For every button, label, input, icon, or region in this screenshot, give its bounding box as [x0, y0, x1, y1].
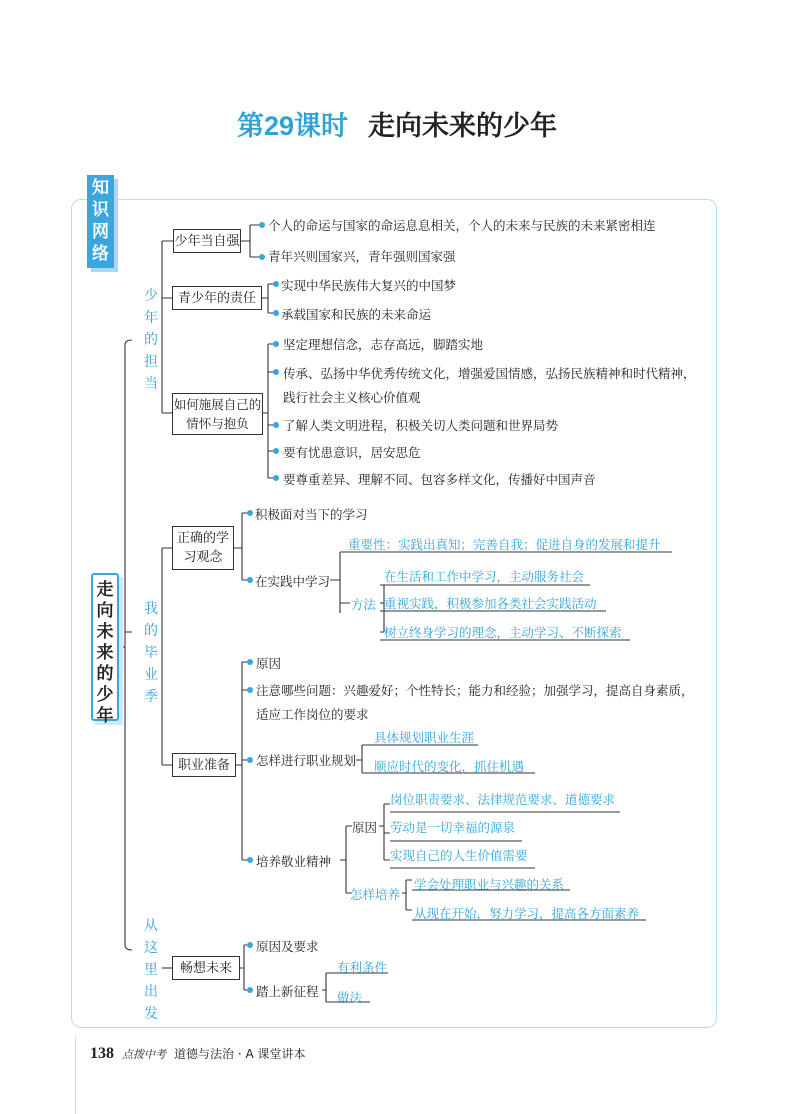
leaf-r1: 实现中华民族伟大复兴的中国梦 — [281, 278, 457, 293]
box-learning-concept: 正确的学习观念 — [172, 526, 234, 570]
leaf-g2a: 重要性：实践出真知；完善自我；促进自身的发展和提升 — [348, 537, 661, 552]
footer — [90, 1045, 305, 1063]
lesson-number: 第29课时 — [236, 111, 349, 141]
page-number: 138 — [90, 1045, 114, 1062]
leaf-q3: 了解人类文明进程，积极关切人类问题和世界局势 — [283, 418, 559, 433]
leaf-g1: 积极面对当下的学习 — [255, 507, 368, 522]
bullet — [247, 757, 253, 763]
leaf-q5: 要尊重差异、理解不同、包容多样文化，传播好中国声音 — [283, 472, 596, 487]
leaf-z1: 个人的命运与国家的命运息息相关，个人的未来与民族的未来紧密相连 — [268, 218, 656, 233]
knowledge-network-tag: 知识网络 — [87, 175, 114, 268]
bullet — [273, 281, 279, 287]
leaf-y4a3: 实现自己的人生价值需要 — [390, 848, 528, 863]
leaf-y4b: 怎样培养 — [350, 887, 401, 902]
leaf-y1: 原因 — [256, 656, 282, 671]
margin-line — [75, 1036, 76, 1114]
leaf-y4b2: 从现在开始，努力学习，提高各方面素养 — [414, 906, 640, 921]
page-title — [0, 104, 794, 143]
leaf-r2: 承载国家和民族的未来命运 — [281, 307, 432, 322]
box-career-prep: 职业准备 — [172, 753, 236, 777]
leaf-w2b: 做法 — [337, 990, 363, 1005]
root-topic: 走向未来的少年 — [91, 573, 119, 721]
leaf-y3b: 顺应时代的变化，抓住机遇 — [374, 759, 525, 774]
bullet — [273, 369, 279, 375]
leaf-q4: 要有忧患意识，居安思危 — [283, 445, 421, 460]
leaf-y4a: 原因 — [352, 820, 378, 835]
leaf-q1: 坚定理想信念，志存高远，脚踏实地 — [283, 337, 484, 352]
leaf-g2b3: 树立终身学习的理念，主动学习、不断探索 — [384, 625, 622, 640]
bullet — [247, 687, 253, 693]
book-title: 道德与法治 · A 课堂讲本 — [174, 1047, 306, 1061]
bullet — [273, 310, 279, 316]
branch-label-3: 从这里出发 — [144, 918, 158, 1022]
brand-logo: 点拨中考 — [122, 1048, 166, 1061]
leaf-g2b: 方法 — [351, 597, 377, 612]
leaf-q2a: 传承、弘扬中华优秀传统文化，增强爱国情感，弘扬民族精神和时代精神， — [283, 366, 696, 381]
bullet — [273, 448, 279, 454]
lesson-title: 走向未来的少年 — [368, 111, 558, 141]
branch-label-1: 少年的担当 — [144, 288, 158, 392]
bullet — [273, 475, 279, 481]
leaf-y3a: 具体规划职业生涯 — [374, 730, 475, 745]
box-ambition: 如何施展自己的情怀与抱负 — [172, 393, 263, 435]
leaf-y2b: 适应工作岗位的要求 — [256, 707, 369, 722]
branch-label-2: 我的毕业季 — [144, 601, 158, 705]
box-youth-responsibility: 青少年的责任 — [172, 286, 262, 310]
bullet — [273, 422, 279, 428]
bullet — [247, 857, 253, 863]
box-future: 畅想未来 — [172, 956, 240, 980]
leaf-y4a1: 岗位职责要求、法律规范要求、道德要求 — [390, 792, 616, 807]
bullet — [247, 510, 253, 516]
leaf-w2: 踏上新征程 — [256, 984, 319, 999]
leaf-g2b1: 在生活和工作中学习，主动服务社会 — [384, 569, 585, 584]
leaf-y3: 怎样进行职业规划 — [256, 753, 357, 768]
bullet — [247, 987, 253, 993]
leaf-y4b1: 学会处理职业与兴趣的关系 — [414, 877, 565, 892]
leaf-g2: 在实践中学习 — [255, 574, 331, 589]
leaf-z2: 青年兴则国家兴，青年强则国家强 — [268, 249, 456, 264]
box-self-strengthening: 少年当自强 — [173, 229, 241, 253]
bullet — [247, 942, 253, 948]
leaf-y2a: 注意哪些问题：兴趣爱好；个性特长；能力和经验；加强学习，提高自身素质， — [256, 683, 694, 698]
leaf-g2b2: 重视实践，积极参加各类社会实践活动 — [384, 596, 597, 611]
leaf-y4a2: 劳动是一切幸福的源泉 — [390, 820, 516, 835]
bullet — [247, 577, 253, 583]
bullet — [259, 254, 265, 260]
bullet — [273, 341, 279, 347]
bullet — [247, 659, 253, 665]
leaf-q2b: 践行社会主义核心价值观 — [283, 390, 421, 405]
bullet — [259, 222, 265, 228]
leaf-y4: 培养敬业精神 — [256, 854, 332, 869]
leaf-w1: 原因及要求 — [256, 939, 319, 954]
leaf-w2a: 有利条件 — [337, 960, 388, 975]
